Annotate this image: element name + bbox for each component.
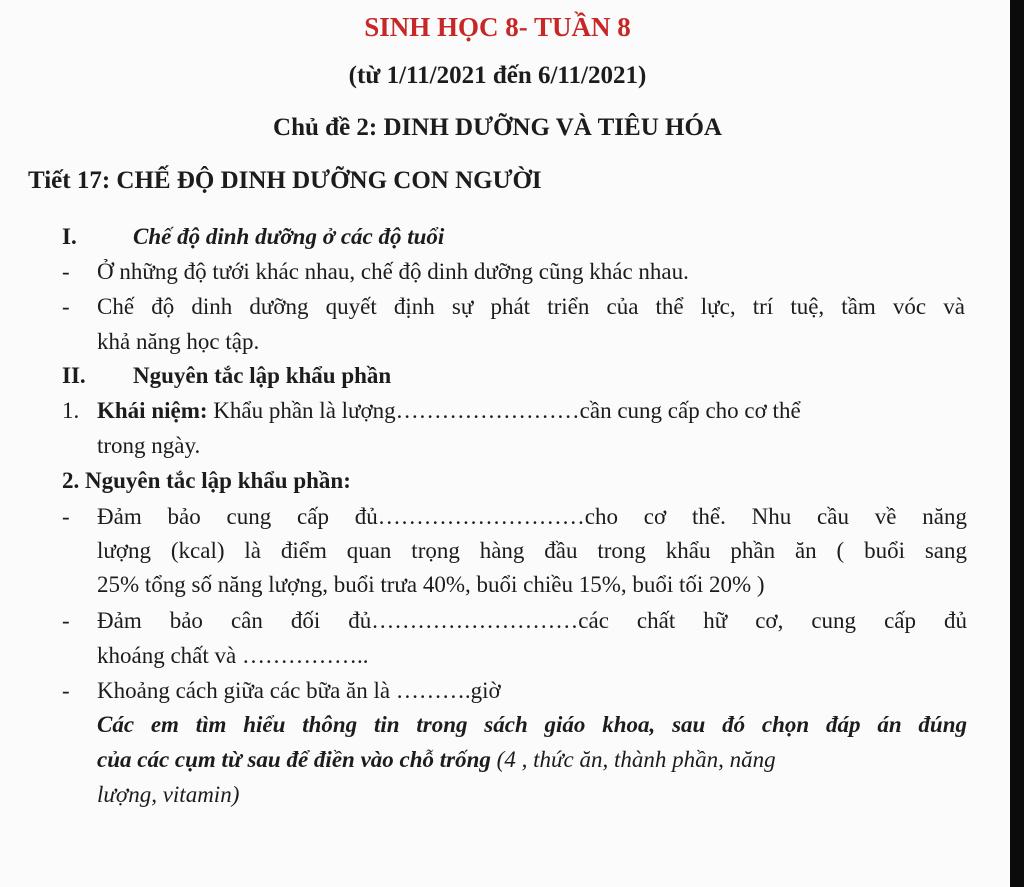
section1-number: I. <box>62 224 77 249</box>
section1-bullet2-line2: khả năng học tập. <box>97 329 260 354</box>
date-range: (từ 1/11/2021 đến 6/11/2021) <box>348 62 647 89</box>
instruction-line3: lượng, vitamin) <box>97 782 240 807</box>
instruction-bold-part: của các cụm từ sau để điền vào chỗ trống <box>97 747 491 772</box>
instruction-options: (4 , thức ăn, thành phần, năng <box>496 747 776 772</box>
bullet-marker: - <box>62 294 70 319</box>
item1-number: 1. <box>62 398 80 423</box>
item1-text: Khẩu phần là lượng……………………cần cung cấp cho cơ thể <box>213 398 801 423</box>
section2-bullet1-line1: Đảm bảo cung cấp đủ………………………cho cơ thể. Nhu cầu về năng <box>97 504 967 529</box>
bullet-marker: - <box>62 259 70 284</box>
section2-number: II. <box>62 363 86 388</box>
topic-heading: Chủ đề 2: DINH DƯỠNG VÀ TIÊU HÓA <box>273 114 722 141</box>
section2-bullet1-line2: lượng (kcal) là điểm quan trọng hàng đầu trong khẩu phần ăn ( buổi sang <box>97 538 967 563</box>
bullet-marker: - <box>62 608 70 633</box>
item2-heading: 2. Nguyên tắc lập khẩu phần: <box>62 468 351 493</box>
instruction-line2 <box>97 745 776 775</box>
section2-bullet2-line1: Đảm bảo cân đối đủ………………………các chất hữ cơ, cung cấp đủ <box>97 608 967 633</box>
section2-bullet3: Khoảng cách giữa các bữa ăn là ……….giờ <box>97 678 501 703</box>
section1-bullet2-line1: Chế độ dinh dưỡng quyết định sự phát triển của thể lực, trí tuệ, tầm vóc và <box>97 294 965 319</box>
section2-heading: Nguyên tắc lập khẩu phần <box>133 363 392 388</box>
item1-line2: trong ngày. <box>97 433 201 458</box>
bullet-marker: - <box>62 678 70 703</box>
instruction-line1: Các em tìm hiểu thông tin trong sách giáo khoa, sau đó chọn đáp án đúng <box>97 712 967 737</box>
section1-heading: Chế độ dinh dưỡng ở các độ tuổi <box>133 224 445 249</box>
section2-bullet2-line2: khoáng chất và …………….. <box>97 643 369 668</box>
item1-label: Khái niệm: <box>97 398 208 423</box>
section1-bullet1: Ở những độ tưới khác nhau, chế độ dinh dưỡng cũng khác nhau. <box>97 259 689 284</box>
lesson-heading: Tiết 17: CHẾ ĐỘ DINH DƯỠNG CON NGƯỜI <box>28 167 542 194</box>
section2-bullet1-line3: 25% tổng số năng lượng, buổi trưa 40%, buổi chiều 15%, buổi tối 20% ) <box>97 572 765 597</box>
bullet-marker: - <box>62 504 70 529</box>
document-title: SINH HỌC 8- TUẦN 8 <box>364 12 631 42</box>
item1-line1 <box>97 396 801 426</box>
